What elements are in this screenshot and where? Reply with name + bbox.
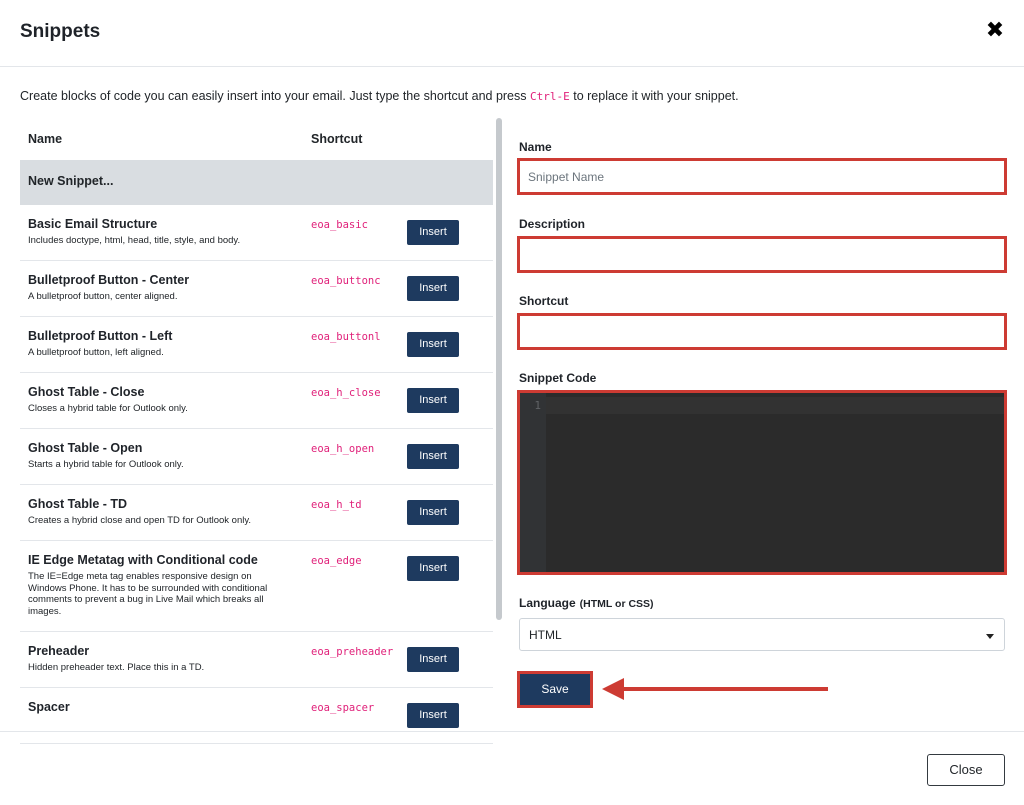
snippet-shortcut: eoa_basic bbox=[311, 219, 368, 231]
list-item[interactable] bbox=[20, 632, 493, 688]
list-item[interactable] bbox=[20, 261, 493, 317]
line-number: 1 bbox=[534, 399, 541, 412]
snippet-description: Creates a hybrid close and open TD for Outlook only. bbox=[28, 515, 252, 526]
snippet-shortcut: eoa_h_td bbox=[311, 499, 362, 511]
list-item[interactable] bbox=[20, 317, 493, 373]
intro-key: Ctrl-E bbox=[530, 90, 570, 103]
list-scrollbar[interactable] bbox=[496, 118, 502, 620]
snippet-shortcut: eoa_spacer bbox=[311, 702, 375, 714]
column-header-shortcut: Shortcut bbox=[311, 132, 363, 146]
column-header-name: Name bbox=[28, 132, 63, 146]
snippet-shortcut: eoa_buttonl bbox=[311, 331, 381, 343]
snippet-code-label: Snippet Code bbox=[519, 371, 597, 385]
insert-button[interactable]: Insert bbox=[407, 220, 459, 245]
description-label: Description bbox=[519, 217, 586, 231]
close-icon[interactable]: ✖ bbox=[985, 17, 1005, 42]
shortcut-label: Shortcut bbox=[519, 294, 569, 308]
new-snippet-label: New Snippet... bbox=[28, 174, 114, 188]
snippet-name: Ghost Table - Close bbox=[28, 385, 145, 399]
snippet-code-editor[interactable] bbox=[517, 390, 1007, 575]
snippet-name: Ghost Table - TD bbox=[28, 497, 128, 511]
insert-button[interactable]: Insert bbox=[407, 388, 459, 413]
description-input[interactable] bbox=[520, 239, 1004, 270]
snippet-list bbox=[20, 118, 493, 721]
arrow-left-icon bbox=[602, 676, 830, 702]
insert-button[interactable]: Insert bbox=[407, 703, 459, 728]
snippet-name: Spacer bbox=[28, 700, 70, 714]
save-button[interactable]: Save bbox=[517, 671, 593, 708]
shortcut-field-wrapper bbox=[517, 313, 1007, 350]
name-field-wrapper bbox=[517, 158, 1007, 195]
intro-text bbox=[20, 89, 739, 103]
snippet-name: Ghost Table - Open bbox=[28, 441, 143, 455]
modal-footer bbox=[0, 731, 1024, 805]
shortcut-input[interactable] bbox=[520, 316, 1004, 347]
language-selected-value: HTML bbox=[529, 628, 562, 642]
snippet-name: Preheader bbox=[28, 644, 90, 658]
description-field-wrapper bbox=[517, 236, 1007, 273]
list-item[interactable] bbox=[20, 541, 493, 632]
snippet-description: Includes doctype, html, head, title, style, and body. bbox=[28, 235, 241, 246]
insert-button[interactable]: Insert bbox=[407, 500, 459, 525]
snippet-description: Hidden preheader text. Place this in a TD. bbox=[28, 662, 205, 673]
new-snippet-row[interactable] bbox=[20, 160, 493, 205]
list-item[interactable] bbox=[20, 373, 493, 429]
insert-button[interactable]: Insert bbox=[407, 332, 459, 357]
modal-title: Snippets bbox=[20, 21, 101, 42]
name-input[interactable] bbox=[520, 161, 1004, 192]
caret-down-icon bbox=[986, 634, 994, 639]
snippet-description: Closes a hybrid table for Outlook only. bbox=[28, 403, 188, 414]
language-label bbox=[519, 596, 654, 610]
snippet-description: Starts a hybrid table for Outlook only. bbox=[28, 459, 184, 470]
editor-gutter bbox=[520, 393, 546, 572]
list-item[interactable] bbox=[20, 429, 493, 485]
language-hint: (HTML or CSS) bbox=[579, 598, 654, 610]
language-select[interactable] bbox=[519, 618, 1005, 651]
intro-after: to replace it with your snippet. bbox=[573, 89, 739, 103]
list-item[interactable] bbox=[20, 485, 493, 541]
snippet-description: A bulletproof button, left aligned. bbox=[28, 347, 164, 358]
list-header bbox=[20, 118, 493, 160]
insert-button[interactable]: Insert bbox=[407, 276, 459, 301]
editor-active-line bbox=[546, 397, 1004, 414]
insert-button[interactable]: Insert bbox=[407, 556, 459, 581]
close-button[interactable]: Close bbox=[927, 754, 1005, 786]
snippet-shortcut: eoa_h_open bbox=[311, 443, 375, 455]
list-item[interactable] bbox=[20, 205, 493, 261]
snippet-name: IE Edge Metatag with Conditional code bbox=[28, 553, 258, 567]
insert-button[interactable]: Insert bbox=[407, 444, 459, 469]
snippet-name: Basic Email Structure bbox=[28, 217, 158, 231]
snippet-shortcut: eoa_h_close bbox=[311, 387, 381, 399]
snippet-shortcut: eoa_preheader bbox=[311, 646, 394, 658]
insert-button[interactable]: Insert bbox=[407, 647, 459, 672]
name-label: Name bbox=[519, 140, 552, 154]
snippet-shortcut: eoa_buttonc bbox=[311, 275, 381, 287]
snippet-name: Bulletproof Button - Center bbox=[28, 273, 190, 287]
snippet-shortcut: eoa_edge bbox=[311, 555, 362, 567]
modal-header bbox=[0, 0, 1024, 67]
snippet-name: Bulletproof Button - Left bbox=[28, 329, 173, 343]
language-label-text: Language bbox=[519, 596, 576, 610]
intro-before: Create blocks of code you can easily insert into your email. Just type the shortcut and press bbox=[20, 89, 527, 103]
snippet-description: A bulletproof button, center aligned. bbox=[28, 291, 178, 302]
snippet-description: The IE=Edge meta tag enables responsive design on Windows Phone. It has to be surrounded with conditional comments to prevent a bug in Live Mail which breaks all images. bbox=[28, 571, 268, 617]
